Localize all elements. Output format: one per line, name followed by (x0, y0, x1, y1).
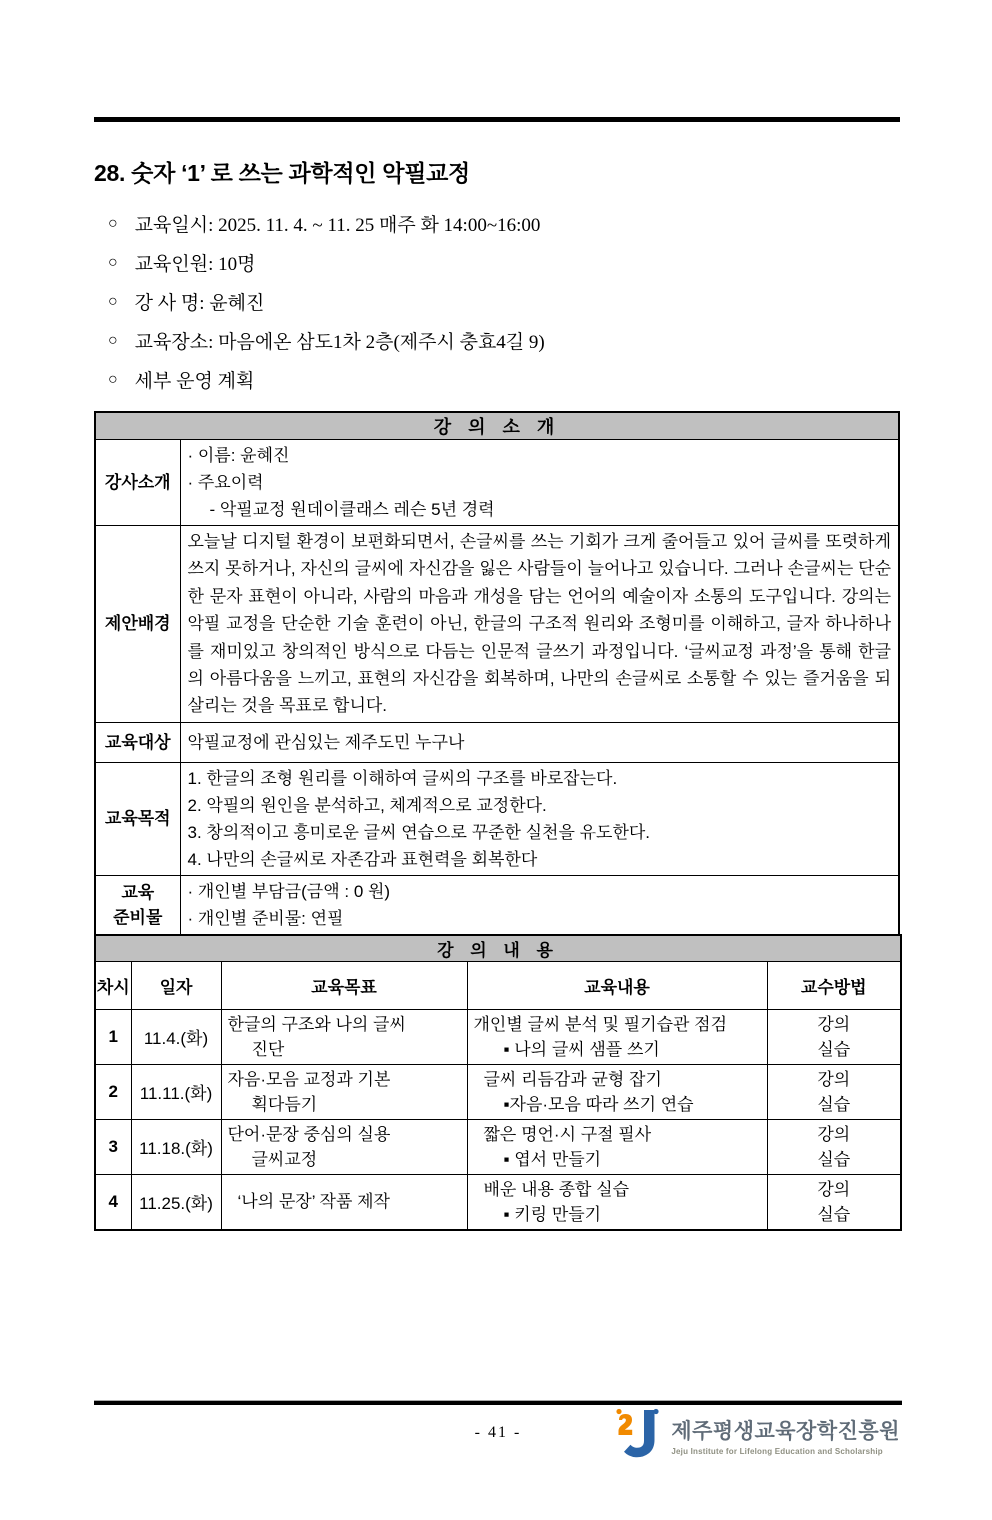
instructor-line: · 주요이력 (187, 473, 264, 492)
table-row (95, 412, 899, 440)
session-method (767, 1009, 901, 1064)
bullet-text: 세부 운영 계획 (134, 371, 255, 392)
overview-list (108, 204, 900, 399)
goal-line: 한글의 구조와 나의 글씨 (227, 1014, 406, 1034)
course-intro-table (94, 411, 900, 936)
session-goal (221, 1174, 467, 1230)
session-goal (221, 1064, 467, 1119)
method-line: 실습 (817, 1149, 851, 1169)
table-row (95, 526, 899, 723)
column-header-date: 일자 (131, 961, 221, 1009)
session-date: 11.18.(화) (131, 1119, 221, 1174)
page-title: 28. 숫자 ‘1’ 로 쓰는 과학적인 악필교정 (94, 160, 470, 186)
method-line: 강의 (817, 1124, 851, 1144)
list-item (108, 204, 900, 243)
session-goal (221, 1009, 467, 1064)
jeju-institute-logo-icon (615, 1408, 661, 1463)
session-number: 1 (95, 1009, 131, 1064)
background-text (180, 526, 899, 723)
session-detail (467, 1064, 767, 1119)
table-row (95, 1174, 901, 1230)
list-item (108, 282, 900, 321)
detail-line: ▪ 나의 글씨 샘플 쓰기 (503, 1039, 660, 1059)
table-row (95, 1064, 901, 1119)
session-detail (467, 1119, 767, 1174)
purpose-line: 3. 창의적이고 흥미로운 글씨 연습으로 꾸준한 실천을 유도한다. (187, 822, 651, 842)
detail-line: ▪ 엽서 만들기 (503, 1149, 602, 1169)
circle-bullet-icon: ○ (108, 253, 118, 271)
detail-line: ▪ 키링 만들기 (503, 1204, 602, 1224)
bullet-text: 교육일시: 2025. 11. 4. ~ 11. 25 매주 화 14:00~16:00 (134, 215, 541, 236)
session-number: 4 (95, 1174, 131, 1230)
logo-english-name: Jeju Institute for Lifelong Education and Scholarship (671, 1447, 883, 1456)
section-title-intro: 강 의 소 개 (95, 412, 899, 440)
session-date: 11.11.(화) (131, 1064, 221, 1119)
goal-line: 글씨교정 (251, 1149, 318, 1169)
bullet-text: 교육장소: 마음에온 삼도1차 2층(제주시 충효4길 9) (134, 332, 545, 353)
materials-label-line: 준비물 (113, 907, 163, 927)
session-method (767, 1119, 901, 1174)
instructor-info (180, 440, 899, 526)
purpose-line: 4. 나만의 손글씨로 자존감과 표현력을 회복한다 (187, 849, 538, 869)
table-row (95, 722, 899, 762)
row-label-target: 교육대상 (95, 722, 180, 762)
table-row (95, 1119, 901, 1174)
instructor-line: · 이름: 윤혜진 (187, 446, 290, 465)
session-date: 11.4.(화) (131, 1009, 221, 1064)
table-row (95, 762, 899, 875)
session-detail (467, 1009, 767, 1064)
circle-bullet-icon: ○ (108, 292, 118, 310)
session-goal (221, 1119, 467, 1174)
column-header-goal: 교육목표 (221, 961, 467, 1009)
session-detail (467, 1174, 767, 1230)
circle-bullet-icon: ○ (108, 214, 118, 232)
section-title-content: 강 의 내 용 (95, 935, 901, 962)
goal-line: 획다듬기 (251, 1094, 318, 1114)
goal-line: 진단 (251, 1039, 285, 1059)
detail-line: 짧은 명언·시 구절 필사 (483, 1124, 652, 1144)
page-footer (94, 1400, 902, 1480)
detail-line: 글씨 리듬감과 균형 잡기 (483, 1069, 662, 1089)
detail-line: 배운 내용 종합 실습 (483, 1179, 630, 1199)
circle-bullet-icon: ○ (108, 370, 118, 388)
materials-line: · 개인별 부담금(금액 : 0 원) (187, 881, 391, 901)
method-line: 강의 (817, 1069, 851, 1089)
logo-text (671, 1415, 900, 1456)
method-line: 강의 (817, 1179, 851, 1199)
method-line: 실습 (817, 1094, 851, 1114)
materials-line: · 개인별 준비물: 연필 (187, 908, 344, 928)
session-method (767, 1174, 901, 1230)
goal-line: 단어·문장 중심의 실용 (227, 1124, 391, 1144)
goal-line: 자음·모음 교정과 기본 (227, 1069, 391, 1089)
instructor-line: - 악필교정 원데이클래스 레슨 5년 경력 (209, 500, 495, 519)
list-item (108, 360, 900, 399)
session-number: 3 (95, 1119, 131, 1174)
table-row (95, 440, 899, 526)
row-label-materials (95, 875, 180, 935)
purpose-line: 2. 악필의 원인을 분석하고, 체계적으로 교정한다. (187, 795, 547, 815)
column-header-session: 차시 (95, 961, 131, 1009)
column-header-detail: 교육내용 (467, 961, 767, 1009)
purpose-list (180, 762, 899, 875)
method-line: 실습 (817, 1039, 851, 1059)
materials-label-line: 교육 (121, 882, 155, 902)
row-label-background: 제안배경 (95, 526, 180, 723)
table-row (95, 935, 901, 962)
organization-logo (615, 1408, 900, 1463)
logo-korean-name: 제주평생교육장학진흥원 (671, 1420, 900, 1443)
list-item (108, 321, 900, 360)
table-row (95, 1009, 901, 1064)
detail-line: ▪자음·모음 따라 쓰기 연습 (503, 1094, 694, 1114)
purpose-line: 1. 한글의 조형 원리를 이해하여 글씨의 구조를 바로잡는다. (187, 768, 618, 788)
bullet-text: 강 사 명: 윤혜진 (134, 293, 265, 314)
page-number: - 41 - (474, 1424, 522, 1441)
top-rule (94, 117, 900, 122)
circle-bullet-icon: ○ (108, 331, 118, 349)
session-method (767, 1064, 901, 1119)
method-line: 강의 (817, 1014, 851, 1034)
background-paragraph: 오늘날 디지털 환경이 보편화되면서, 손글씨를 쓰는 기회가 크게 줄어들고 있어 글씨를 또렷하게 쓰지 못하거나, 자신의 글씨에 자신감을 잃은 사람들이 늘어나고 있습니다. 그러나 손글씨는 단순한 문자 표현이 아니라, 사람의 마음과 개성을 담는 언어의 예술이자 소통의 도구입니다. 강의는 악필 교정을 단순한 기술 훈련이 아닌, 한글의 구조적 원리와 조형미를 이해하고, 글자 하나하나를 재미있고 창의적인 방식으로 다듬는 인문적 글쓰기 과정입니다. ‘글씨교정 과정’을 통해 한글의 아름다움을 느끼고, 표현의 자신감을 회복하며, 나만의 손글씨로 소통할 수 있는 즐거움을 되살리는 것을 목표로 합니다. (187, 532, 891, 716)
page (0, 117, 992, 1231)
table-header-row (95, 961, 901, 1009)
method-line: 실습 (817, 1204, 851, 1224)
column-header-method: 교수방법 (767, 961, 901, 1009)
course-schedule-table (94, 934, 902, 1231)
list-item (108, 243, 900, 282)
row-label-instructor: 강사소개 (95, 440, 180, 526)
row-label-purpose: 교육목적 (95, 762, 180, 875)
detail-line: 개인별 글씨 분석 및 필기습관 점검 (473, 1014, 728, 1034)
session-date: 11.25.(화) (131, 1174, 221, 1230)
goal-line: ‘나의 문장’ 작품 제작 (237, 1192, 390, 1212)
session-number: 2 (95, 1064, 131, 1119)
materials-info (180, 875, 899, 935)
target-text: 악필교정에 관심있는 제주도민 누구나 (180, 722, 899, 762)
table-row (95, 875, 899, 935)
bullet-text: 교육인원: 10명 (134, 254, 256, 275)
